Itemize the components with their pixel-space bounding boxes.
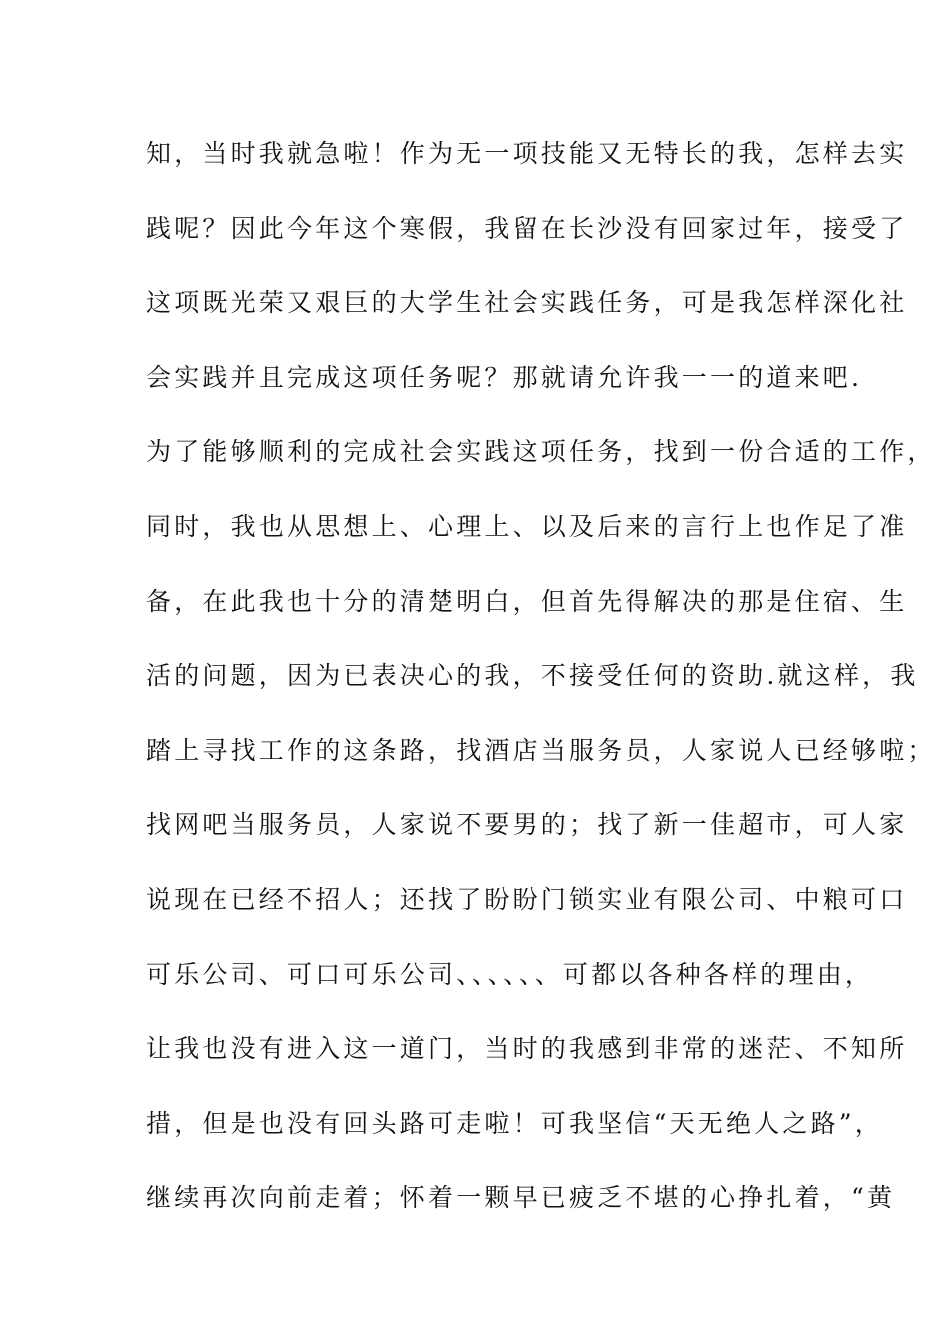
text-line: 活的问题，因为已表决心的我，不接受任何的资助.就这样，我	[146, 661, 919, 691]
text-line: 踏上寻找工作的这条路，找酒店当服务员，人家说人已经够啦；	[146, 735, 936, 765]
text-line: 让我也没有进入这一道门，当时的我感到非常的迷茫、不知所	[146, 1034, 908, 1064]
text-line: 说现在已经不招人；还找了盼盼门锁实业有限公司、中粮可口	[146, 884, 908, 914]
text-line: 同时，我也从思想上、心理上、以及后来的言行上也作足了准	[146, 511, 908, 541]
text-line: 这项既光荣又艰巨的大学生社会实践任务，可是我怎样深化社	[146, 288, 908, 318]
text-line: 措，但是也没有回头路可走啦！可我坚信“天无绝人之路”，	[146, 1108, 883, 1138]
body-text	[146, 132, 936, 1251]
text-line: 为了能够顺利的完成社会实践这项任务，找到一份合适的工作，	[146, 437, 936, 467]
text-line: 践呢？因此今年这个寒假，我留在长沙没有回家过年，接受了	[146, 213, 908, 243]
text-line: 继续再次向前走着；怀着一颗早已疲乏不堪的心挣扎着，“黄	[146, 1183, 896, 1213]
text-line: 备，在此我也十分的清楚明白，但首先得解决的那是住宿、生	[146, 586, 908, 616]
text-line: 可乐公司、可口可乐公司、、、、、、可都以各种各样的理由，	[146, 959, 874, 989]
text-line: 知，当时我就急啦！作为无一项技能又无特长的我，怎样去实	[146, 139, 908, 168]
text-line: 找网吧当服务员，人家说不要男的；找了新一佳超市，可人家	[146, 810, 908, 840]
text-line: 会实践并且完成这项任务呢？那就请允许我一一的道来吧.	[146, 362, 863, 392]
